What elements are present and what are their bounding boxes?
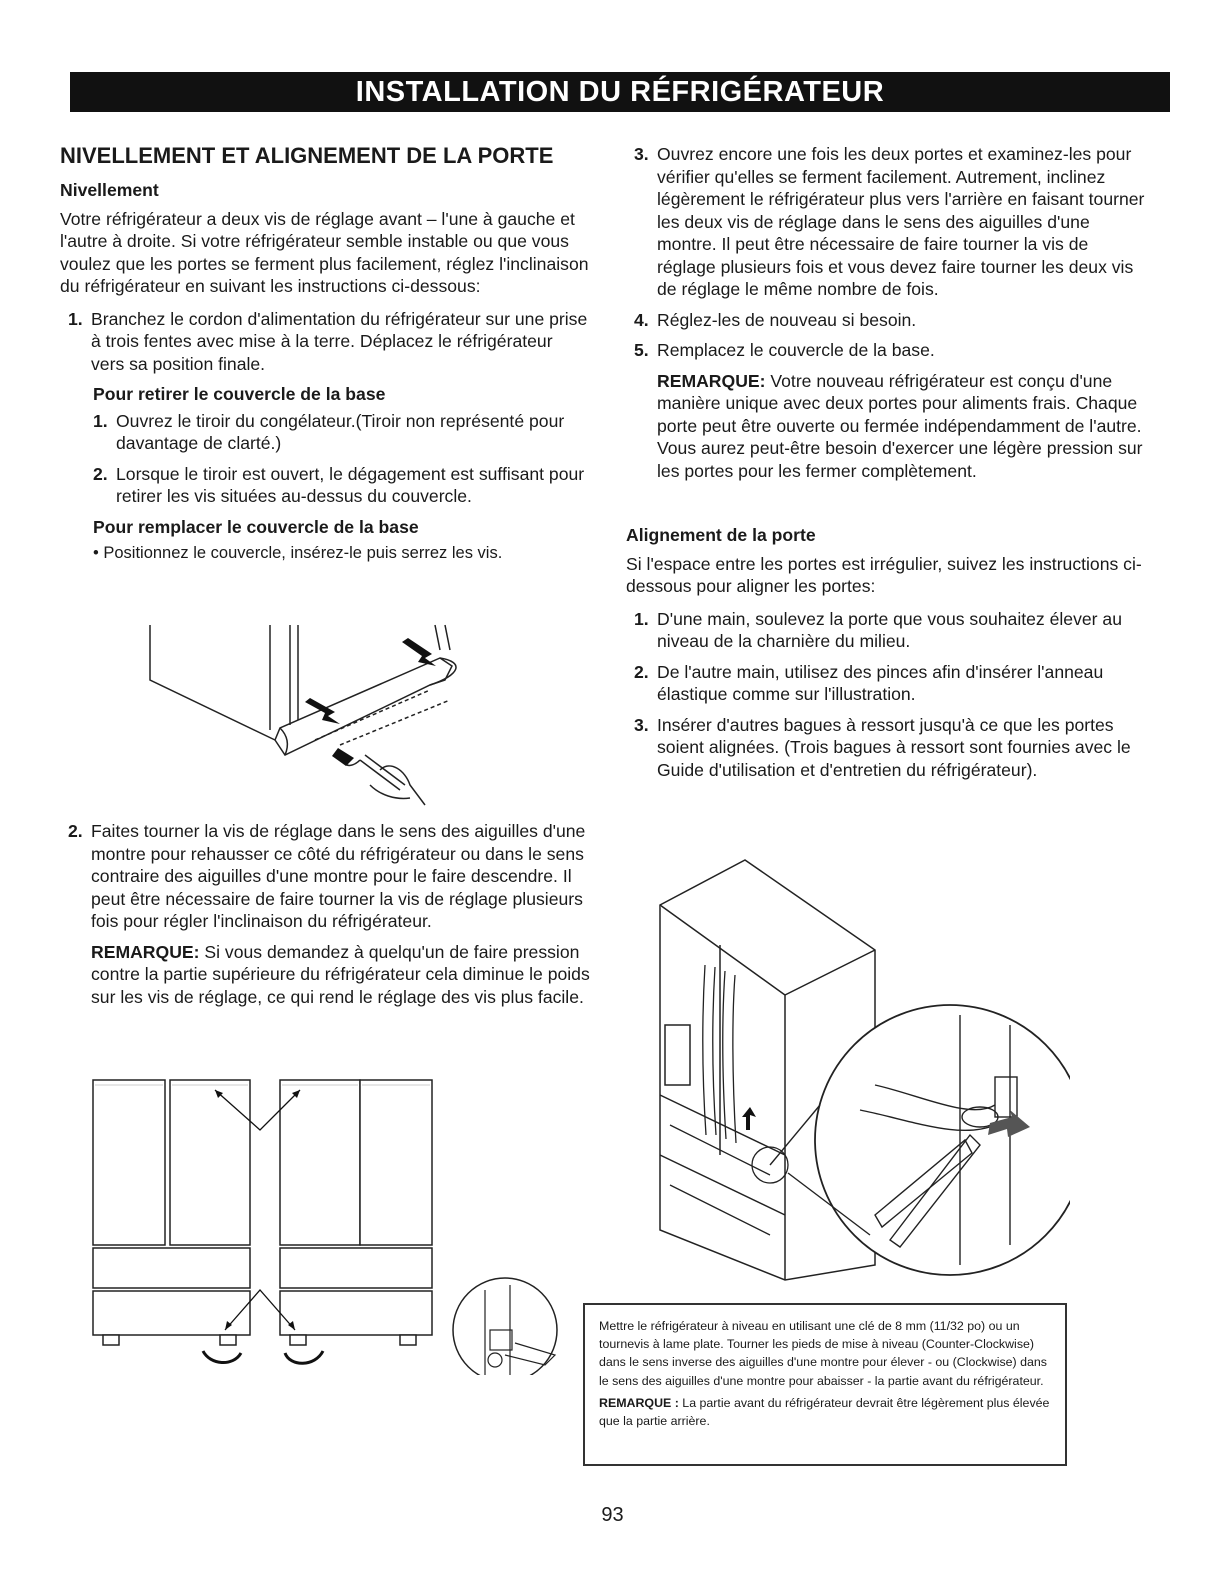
left-column — [60, 143, 590, 565]
door-alignment-illustration — [650, 855, 1070, 1285]
subsection-title-leveling: Nivellement — [60, 180, 159, 200]
step-number: 3. — [634, 714, 649, 735]
replace-cover-bullet: • Positionnez le couvercle, insérez-le puis serrez les vis. — [93, 544, 503, 562]
page-header-title: INSTALLATION DU RÉFRIGÉRATEUR — [355, 76, 885, 108]
alignment-intro: Si l'espace entre les portes est irrégulier, suivez les instructions ci-dessous pour aligner les portes: — [626, 553, 1142, 596]
door-note — [657, 370, 1146, 483]
step-text: Réglez-les de nouveau si besoin. — [657, 309, 917, 330]
step-text: D'une main, soulevez la porte que vous souhaitez élever au niveau de la charnière du milieu. — [657, 608, 1122, 651]
note-text: Si vous demandez à quelqu'un de faire pression contre la partie supérieure du réfrigérateur cela diminue le poids sur les vis de réglage, ce qui rend le réglage des vis plus facile. — [91, 941, 590, 1007]
remove-cover-title: Pour retirer le couvercle de la base — [93, 384, 386, 404]
step-text: Faites tourner la vis de réglage dans le sens des aiguilles d'une montre pour rehausser ce côté du réfrigérateur ou dans le sens contraire des aiguilles d'une montre pour le faire descendre. Il peut être nécessaire de faire tourner la vis de réglage plusieurs fois pour régler l'inclinaison du réfrigérateur. — [91, 821, 586, 931]
right-column — [626, 143, 1146, 789]
leveling-step-4 — [626, 309, 1146, 332]
step-text: Ouvrez encore une fois les deux portes et examinez-les pour vérifier qu'elles se ferment facilement. Autrement, inclinez légèrement le réfrigérateur plus vers l'arrière en faisant tourner les deux vis de réglage dans le sens des aiguilles d'une montre. Il peut être nécessaire de faire tourner la vis de réglage plusieurs fois et vous devez faire tourner les deux vis de réglage le même nombre de fois. — [657, 144, 1145, 299]
step-number: 1. — [68, 308, 83, 329]
section-title: NIVELLEMENT ET ALIGNEMENT DE LA PORTE — [60, 143, 554, 168]
caption-note — [599, 1394, 1053, 1430]
caption-text: Mettre le réfrigérateur à niveau en utilisant une clé de 8 mm (11/32 po) ou un tournevis à lame plate. Tourner les pieds de mise à niveau (Counter-Clockwise) dans le sens inverse des aiguilles d'une montre pour élever - ou (Clockwise) dans le sens des aiguilles d'une montre pour abaisser - la partie avant du réfrigérateur. — [599, 1319, 1047, 1388]
step-text: De l'autre main, utilisez des pinces afin d'insérer l'anneau élastique comme sur l'illustration. — [657, 661, 1104, 704]
step-number: 4. — [634, 309, 649, 330]
step-number: 3. — [634, 144, 649, 164]
step-number: 1. — [634, 608, 649, 629]
replace-cover-title: Pour remplacer le couvercle de la base — [93, 516, 419, 537]
subsection-title-alignment: Alignement de la porte — [626, 525, 816, 545]
alignment-step-3 — [626, 714, 1146, 782]
step-number: 1. — [93, 410, 108, 431]
leveling-step-3 — [626, 143, 1146, 301]
alignment-step-1 — [626, 608, 1146, 653]
step-text: Ouvrez le tiroir du congélateur.(Tiroir non représenté pour davantage de clarté.) — [116, 410, 565, 453]
note-text: Votre nouveau réfrigérateur est conçu d'une manière unique avec deux portes pour aliments frais. Chaque porte peut être ouverte ou fermée indépendamment de l'autre. Vous aurez peut-être besoin d'exercer une légère pression sur les portes pour les fermer complètement. — [657, 370, 1143, 481]
step-number: 2. — [634, 661, 649, 682]
page-number: 93 — [601, 1504, 624, 1526]
remove-step-1 — [93, 410, 590, 455]
fridge-leveling-illustration — [85, 1075, 575, 1375]
step-text: Branchez le cordon d'alimentation du réfrigérateur sur une prise à trois fentes avec mise à la terre. Déplacez le réfrigérateur vers sa position finale. — [91, 308, 588, 374]
step-number: 5. — [634, 340, 649, 360]
page-header-banner — [70, 72, 1170, 112]
leveling-step-5 — [626, 339, 1146, 362]
leveling-note — [91, 941, 590, 1009]
step-number: 2. — [68, 821, 83, 841]
base-cover-illustration — [140, 620, 470, 820]
step-number: 2. — [93, 463, 108, 484]
leveling-step-2 — [60, 820, 590, 933]
note-label: REMARQUE: — [657, 370, 766, 391]
remove-step-2 — [93, 463, 590, 508]
step-text: Remplacez le couvercle de la base. — [657, 340, 935, 360]
left-column-lower — [60, 820, 590, 1018]
leveling-step-1 — [60, 308, 590, 376]
step-text: Lorsque le tiroir est ouvert, le dégagement est suffisant pour retirer les vis situées au-dessus du couvercle. — [116, 463, 585, 506]
leveling-intro: Votre réfrigérateur a deux vis de réglage avant – l'une à gauche et l'autre à droite. Si votre réfrigérateur semble instable ou que vous voulez que les portes se ferment plus facilement, réglez l'inclinaison du réfrigérateur en suivant les instructions ci-dessous: — [60, 208, 589, 296]
leveling-caption-box — [583, 1303, 1067, 1466]
note-label: REMARQUE: — [91, 941, 200, 962]
step-text: Insérer d'autres bagues à ressort jusqu'à ce que les portes soient alignées. (Trois bagues à ressort sont fournies avec le Guide d'utilisation et d'entretien du réfrigérateur). — [657, 714, 1131, 780]
caption-note-label: REMARQUE : — [599, 1395, 679, 1410]
caption-note-text: La partie avant du réfrigérateur devrait être légèrement plus élevée que la partie arrière. — [599, 1395, 1050, 1429]
alignment-step-2 — [626, 661, 1146, 706]
